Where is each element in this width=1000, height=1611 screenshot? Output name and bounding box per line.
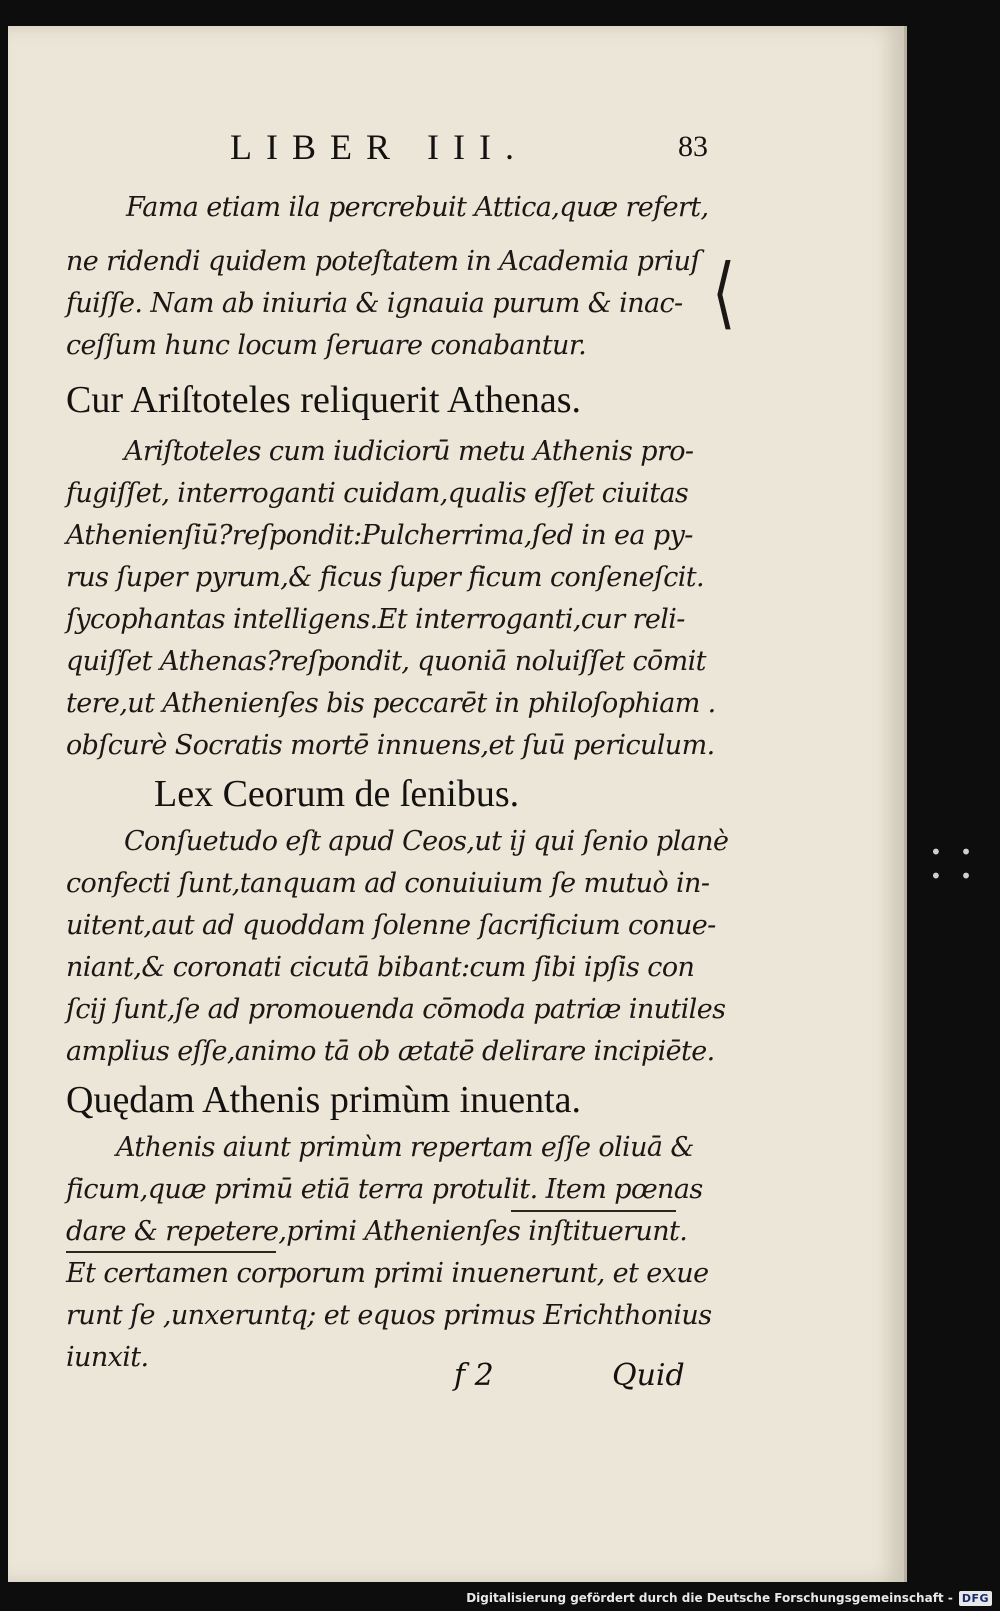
text-line: uitent,aut ad quoddam ſolenne ſacrificium conue- <box>66 910 716 941</box>
section-heading: Cur Ariſtoteles reliquerit Athenas. <box>66 379 582 421</box>
edge-marker: • • • • <box>930 840 978 888</box>
digitization-footer <box>466 1587 992 1609</box>
text-line: quiſſet Athenas?reſpondit, quoniā noluiſſet cōmit <box>66 646 706 677</box>
book-page <box>8 26 907 1582</box>
text-line: amplius eſſe,animo tā ob ætatē delirare incipiēte. <box>66 1036 715 1067</box>
text-line: fugiſſet, interroganti cuidam,qualis eſſet ciuitas <box>66 478 689 509</box>
text-line: ne ridendi quidem poteſtatem in Academia priuſ <box>66 246 700 277</box>
text-line: Fama etiam ila percrebuit Attica,quæ refert, <box>126 192 709 223</box>
text-line: tere,ut Athenienſes bis peccarēt in philoſophiam . <box>66 688 716 719</box>
handwritten-underline <box>511 1210 676 1212</box>
text-line: confecti ſunt,tanquam ad conuiuium ſe mutuò in- <box>66 868 710 899</box>
footer-credit: Digitalisierung gefördert durch die Deutsche Forschungsgemeinschaft - <box>466 1591 953 1605</box>
text-line: niant,& coronati cicutā bibant:cum ſibi ipſis con <box>66 952 695 983</box>
signature-mark: f 2 <box>454 1358 494 1393</box>
margin-bracket-mark: ⟨ <box>712 247 736 339</box>
page-number: 83 <box>678 130 708 163</box>
section-heading: Quędam Athenis primùm inuenta. <box>66 1079 582 1121</box>
text-line: rus ſuper pyrum,& ficus ſuper ficum conſeneſcit. <box>66 562 705 593</box>
catchword: Quid <box>612 1358 685 1393</box>
text-line: ſcij ſunt,ſe ad promouenda cōmoda patriæ inutiles <box>66 994 726 1025</box>
text-line: obſcurè Socratis mortē innuens,et ſuū periculum. <box>66 730 715 761</box>
text-line: Athenienſiū?reſpondit:Pulcherrima,ſed in ea py- <box>66 520 693 551</box>
text-line: iunxit. <box>66 1342 149 1373</box>
text-line: ceſſum hunc locum ſeruare conabantur. <box>66 330 587 361</box>
text-line: ficum,quæ primū etiā terra protulit. Item pœnas <box>66 1174 703 1205</box>
text-line: dare & repetere,primi Athenienſes inſtituerunt. <box>66 1216 688 1247</box>
running-head-title: LIBER III. <box>230 127 528 167</box>
text-line: Ariſtoteles cum iudiciorū metu Athenis pro- <box>124 436 694 467</box>
text-line: runt ſe ,unxeruntq; et equos primus Erichthonius <box>66 1300 712 1331</box>
text-line: Conſuetudo eſt apud Ceos,ut ij qui ſenio planè <box>124 826 729 857</box>
handwritten-underline <box>66 1251 276 1253</box>
text-line: Athenis aiunt primùm repertam eſſe oliuā & <box>116 1132 694 1163</box>
text-line: fuiſſe. Nam ab iniuria & ignauia purum & inac- <box>66 288 683 319</box>
text-line: ſycophantas intelligens.Et interroganti,cur reli- <box>66 604 685 635</box>
section-heading: Lex Ceorum de ſenibus. <box>154 773 520 815</box>
dfg-logo: DFG <box>959 1591 992 1606</box>
text-line: Et certamen corporum primi inuenerunt, et exue <box>66 1258 709 1289</box>
